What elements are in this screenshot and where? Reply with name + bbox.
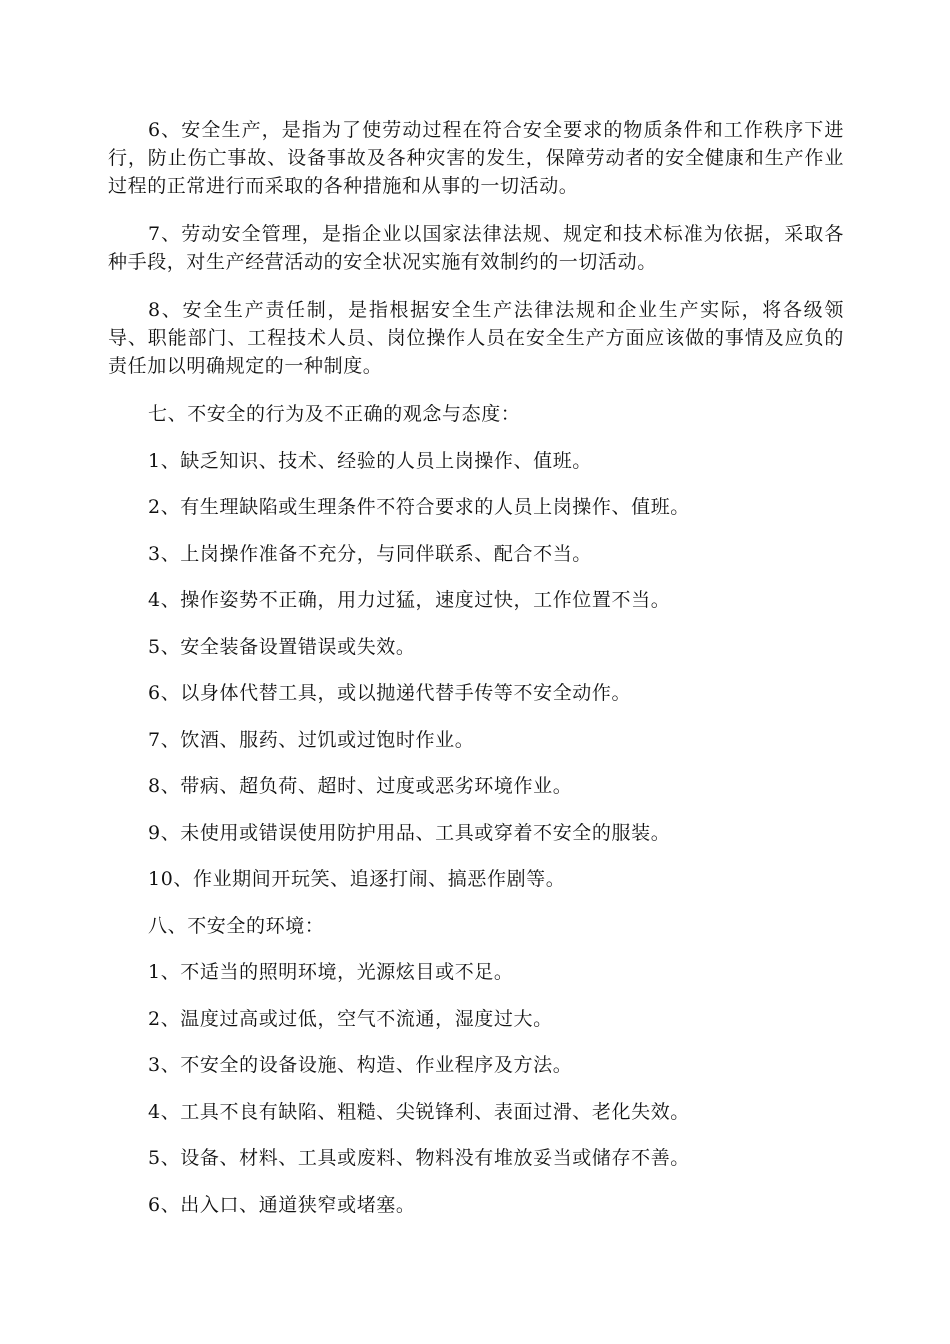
section-heading-unsafe-behavior: 七、不安全的行为及不正确的观念与态度： [148,403,521,425]
list-item: 2、温度过高或过低，空气不流通，湿度过大。 [148,1007,553,1030]
paragraph-responsibility-system: 8、安全生产责任制，是指根据安全生产法律法规和企业生产实际，将各级领导、职能部门、工程技术人员、岗位操作人员在安全生产方面应该做的事情及应负的责任加以明确规定的一种制度。 [108,299,844,377]
list-item: 6、出入口、通道狭窄或堵塞。 [148,1193,416,1216]
list-item: 5、设备、材料、工具或废料、物料没有堆放妥当或储存不善。 [148,1147,690,1169]
paragraph-labor-safety-management: 7、劳动安全管理，是指企业以国家法律法规、规定和技术标准为依据，采取各种手段，对生产经营活动的安全状况实施有效制约的一切活动。 [108,223,844,273]
list-item: 6、以身体代替工具，或以抛递代替手传等不安全动作。 [148,682,632,704]
paragraph-safe-production-definition: 6、安全生产，是指为了使劳动过程在符合安全要求的物质条件和工作秩序下进行，防止伤亡事故、设备事故及各种灾害的发生，保障劳动者的安全健康和生产作业过程的正常进行而采取的各种措施和从事的一切活动。 [108,119,844,197]
list-item: 1、不适当的照明环境，光源炫目或不足。 [148,961,514,983]
list-item: 9、未使用或错误使用防护用品、工具或穿着不安全的服装。 [148,821,671,844]
list-item: 8、带病、超负荷、超时、过度或恶劣环境作业。 [148,775,573,797]
list-item: 3、上岗操作准备不充分，与同伴联系、配合不当。 [148,542,592,565]
list-item: 2、有生理缺陷或生理条件不符合要求的人员上岗操作、值班。 [148,496,690,518]
list-item: 3、不安全的设备设施、构造、作业程序及方法。 [148,1054,573,1076]
list-item: 5、安全装备设置错误或失效。 [148,635,416,658]
list-item: 1、缺乏知识、技术、经验的人员上岗操作、值班。 [148,449,592,472]
list-item: 7、饮酒、服药、过饥或过饱时作业。 [148,728,475,751]
list-item: 10、作业期间开玩笑、追逐打闹、搞恶作剧等。 [148,868,566,890]
list-item: 4、操作姿势不正确，用力过猛，速度过快，工作位置不当。 [148,589,671,611]
document-page [108,116,844,1237]
list-item: 4、工具不良有缺陷、粗糙、尖锐锋利、表面过滑、老化失效。 [148,1100,690,1123]
section-heading-unsafe-environment: 八、不安全的环境： [148,914,325,937]
